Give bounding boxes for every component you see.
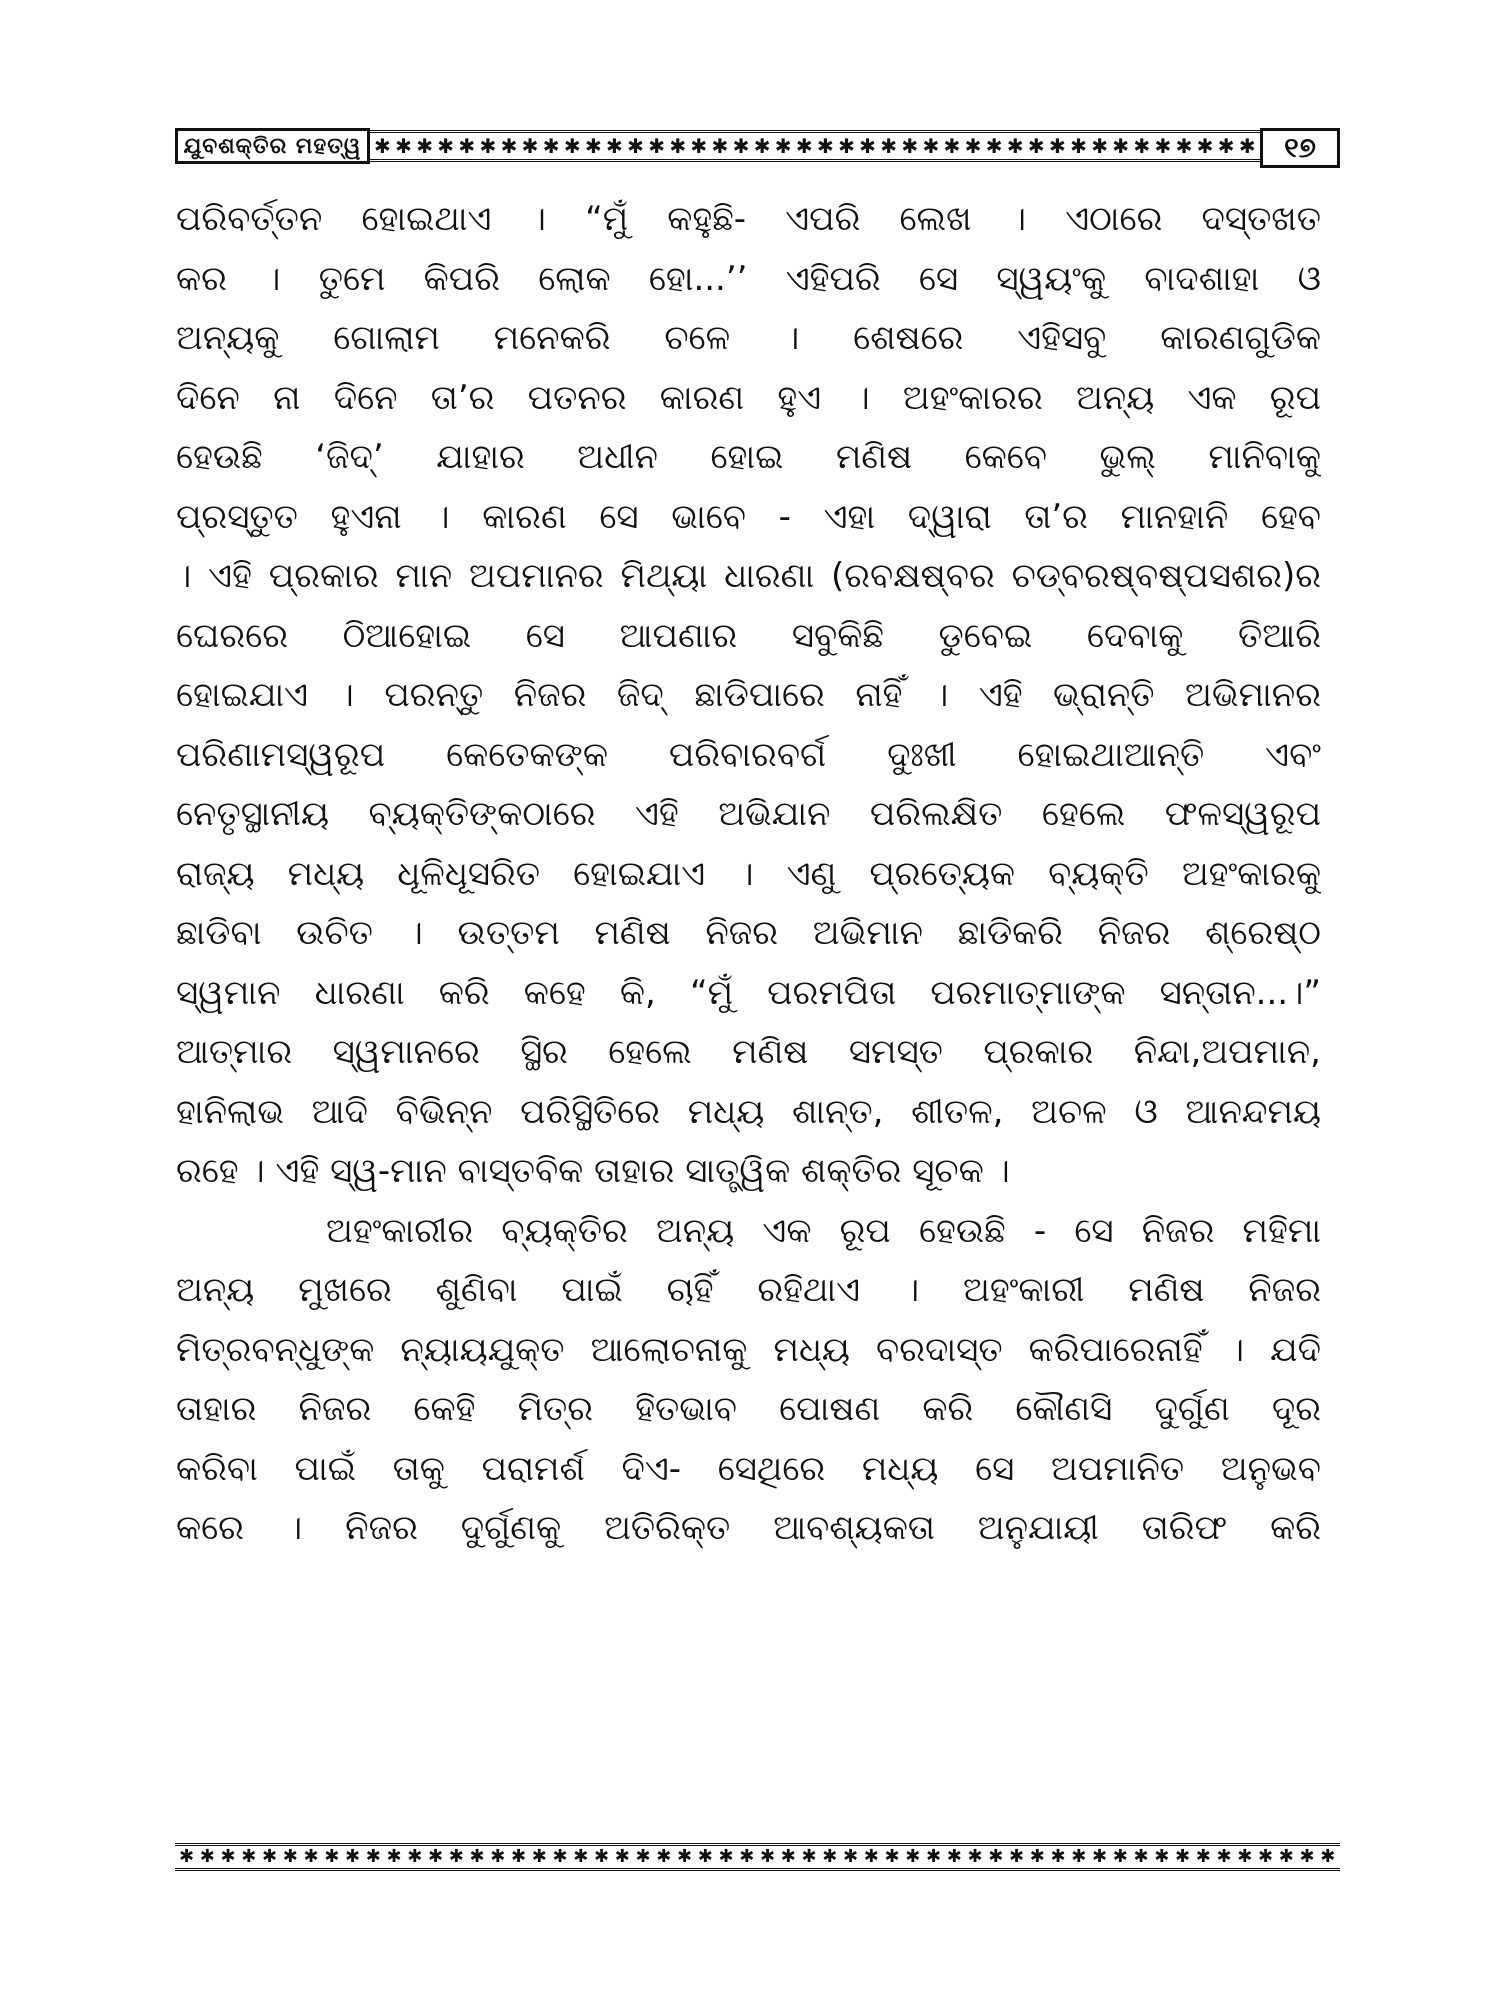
ornament-star-icon: ✱: [753, 134, 771, 158]
ornament-star-icon: ✱: [838, 134, 855, 158]
footer-ornament-border: [175, 1843, 1340, 1871]
ornament-star-icon: ✱: [1006, 134, 1024, 158]
ornament-star-icon: ✱: [656, 1846, 672, 1867]
ornament-star-icon: ✱: [1154, 1846, 1170, 1867]
ornament-star-icon: ✱: [988, 1846, 1004, 1867]
ornament-star-icon: ✱: [282, 1846, 298, 1867]
ornament-star-icon: ✱: [967, 1846, 983, 1867]
ornament-star-icon: ✱: [774, 134, 792, 158]
ornament-star-icon: ✱: [1029, 1846, 1045, 1867]
ornament-star-icon: ✱: [926, 1846, 942, 1867]
ornament-star-icon: ✱: [843, 1846, 859, 1867]
ornament-star-icon: ✱: [1112, 1846, 1128, 1867]
ornament-star-icon: ✱: [1299, 1846, 1315, 1867]
ornament-star-icon: ✱: [1217, 134, 1235, 158]
ornament-star-icon: ✱: [303, 1846, 319, 1867]
ornament-star-icon: ✱: [648, 134, 665, 158]
ornament-star-icon: ✱: [922, 134, 940, 158]
ornament-star-icon: ✱: [395, 134, 412, 158]
text-line-1: ପରିବର୍ତ୍ତନ ହୋଇଥାଏ । “ମୁଁ କହୁଛି- ଏପରି ଲେଖ । ଏଠାରେ ଦସ୍ତଖତ: [176, 199, 1321, 239]
ornament-star-icon: ✱: [905, 1846, 921, 1867]
ornament-star-icon: ✱: [458, 134, 476, 158]
ornament-star-icon: ✱: [374, 134, 391, 158]
ornament-star-icon: ✱: [1175, 134, 1193, 158]
body-text: [176, 190, 1321, 1559]
ornament-star-icon: ✱: [199, 1846, 215, 1867]
ornament-star-icon: ✱: [1320, 1846, 1336, 1867]
text-line-20: ମିତ୍ରବନ୍ଧୁଙ୍କ ନ୍ୟାୟଯୁକ୍ତ ଆଲୋଚନାକୁ ମଧ୍ୟ ବରଦାସ୍ତ କରିପାରେନାହିଁ । ଯଦି: [176, 1329, 1321, 1370]
ornament-star-icon: ✱: [780, 1846, 796, 1867]
ornament-star-icon: ✱: [614, 1846, 630, 1867]
ornament-star-icon: ✱: [179, 1846, 195, 1867]
ornament-star-icon: ✱: [584, 134, 602, 158]
text-line-4: ଦିନେ ନା ଦିନେ ତା’ର ପତନର କାରଣ ହୁଏ । ଅହଂକାରର ଅନ୍ୟ ଏକ ରୂପ: [176, 377, 1321, 418]
ornament-star-icon: ✱: [732, 134, 750, 158]
ornament-star-icon: ✱: [407, 1846, 423, 1867]
ornament-star-icon: ✱: [1175, 1846, 1191, 1867]
text-line-5: ହେଉଛି ‘ଜିଦ୍’ ଯାହାର ଅଧୀନ ହୋଇ ମଣିଷ କେବେ ଭୁଲ୍ ମାନିବାକୁ: [176, 437, 1321, 477]
ornament-star-icon: ✱: [573, 1846, 589, 1867]
text-line-8: ଘେରରେ ଠିଆହୋଇ ସେ ଆପଣାର ସବୁକିଛି ଡୁବେଇ ଦେବାକୁ ତିଆରି: [176, 615, 1321, 656]
text-line-7: । ଏହି ପ୍ରକାର ମାନ ଅପମାନର ମିଥ୍ୟା ଧାରଣା (ରବକ୍ଷଷ୍ବର ଚଡ୍ବରଷ୍ବଷ୍ପସଶର)ର: [176, 556, 1321, 596]
ornament-star-icon: ✱: [1195, 1846, 1211, 1867]
ornament-star-icon: ✱: [437, 134, 455, 158]
text-line-9: ହୋଇଯାଏ । ପରନ୍ତୁ ନିଜର ଜିଦ୍ ଛାଡିପାରେ ନାହିଁ । ଏହି ଭ୍ରାନ୍ତି ଅଭିମାନର: [176, 675, 1321, 715]
ornament-star-icon: ✱: [1071, 1846, 1087, 1867]
page-number: ୧୭: [1260, 128, 1340, 168]
ornament-star-icon: ✱: [1092, 1846, 1108, 1867]
ornament-star-icon: ✱: [943, 134, 961, 158]
ornament-star-icon: ✱: [479, 134, 497, 158]
text-line-2: କର । ତୁମେ କିପରି ଲୋକ ହୋ...’’ ଏହିପରି ସେ ସ୍ୱୟଂକୁ ବାଦଶାହା ଓ: [176, 258, 1321, 299]
text-line-21: ତାହାର ନିଜର କେହି ମିତ୍ର ହିତଭାବ ପୋଷଣ କରି କୌଣସି ଦୁର୍ଗୁଣ ଦୂର: [176, 1389, 1321, 1429]
text-line-3: ଅନ୍ୟକୁ ଗୋଲାମ ମନେକରି ଚଳେ । ଶେଷରେ ଏହିସବୁ କାରଣଗୁଡିକ: [176, 318, 1321, 358]
ornament-star-icon: ✱: [511, 1846, 527, 1867]
ornament-star-icon: ✱: [859, 134, 876, 158]
ornament-star-icon: ✱: [822, 1846, 838, 1867]
ornament-star-icon: ✱: [627, 134, 644, 158]
ornament-star-icon: ✱: [1258, 1846, 1274, 1867]
ornament-star-icon: ✱: [1237, 1846, 1253, 1867]
ornament-star-icon: ✱: [635, 1846, 651, 1867]
text-line-14: ସ୍ୱମାନ ଧାରଣା କରି କହେ କି, “ମୁଁ ପରମପିତା ପରମାତ୍ମାଙ୍କ ସନ୍ତାନ...।”: [176, 972, 1321, 1013]
ornament-star-icon: ✱: [884, 1846, 900, 1867]
text-line-6: ପ୍ରସ୍ତୁତ ହୁଏନା । କାରଣ ସେ ଭାବେ - ଏହା ଦ୍ୱାରା ତା’ର ମାନହାନି ହେବ: [176, 496, 1321, 537]
ornament-star-icon: ✱: [365, 1846, 381, 1867]
ornament-star-icon: ✱: [428, 1846, 444, 1867]
ornament-star-icon: ✱: [1278, 1846, 1294, 1867]
ornament-star-icon: ✱: [718, 1846, 734, 1867]
ornament-star-icon: ✱: [801, 1846, 817, 1867]
ornament-star-icon: ✱: [521, 134, 539, 158]
ornament-star-icon: ✱: [795, 134, 813, 158]
ornament-star-icon: ✱: [946, 1846, 962, 1867]
text-line-18: ଅହଂକାରୀର ବ୍ୟକ୍ତିର ଅନ୍ୟ ଏକ ରୂପ ହେଉଛି - ସେ ନିଜର ମହିମା: [326, 1210, 1321, 1251]
ornament-star-icon: ✱: [1050, 1846, 1066, 1867]
ornament-star-icon: ✱: [697, 1846, 713, 1867]
ornament-star-icon: ✱: [816, 134, 834, 158]
ornament-star-icon: ✱: [711, 134, 729, 158]
text-line-15: ଆତ୍ମାର ସ୍ୱମାନରେ ସ୍ଥିର ହେଲେ ମଣିଷ ସମସ୍ତ ପ୍ରକାର ନିନ୍ଦା,ଅପମାନ,: [176, 1032, 1321, 1072]
ornament-star-icon: ✱: [1196, 134, 1214, 158]
ornament-star-icon: ✱: [739, 1846, 755, 1867]
ornament-star-icon: ✱: [690, 134, 708, 158]
text-line-11: ନେତୃସ୍ଥାନୀୟ ବ୍ୟକ୍ତିଙ୍କଠାରେ ଏହି ଅଭିଯାନ ପରିଲକ୍ଷିତ ହେଲେ ଫଳସ୍ୱରୂପ: [176, 794, 1321, 834]
text-line-17: ରହେ । ଏହି ସ୍ୱ-ମାନ ବାସ୍ତବିକ ତାହାର ସାତ୍ତ୍ୱିକ ଶକ୍ତିର ସୂଚକ ।: [176, 1151, 1010, 1191]
ornament-star-icon: ✱: [345, 1846, 361, 1867]
ornament-star-icon: ✱: [500, 134, 518, 158]
ornament-star-icon: ✱: [448, 1846, 464, 1867]
ornament-star-icon: ✱: [552, 1846, 568, 1867]
text-line-22: କରିବା ପାଇଁ ତାକୁ ପରାମର୍ଶ ଦିଏ- ସେଥିରେ ମଧ୍ୟ ସେ ଅପମାନିତ ଅନୁଭବ: [176, 1448, 1321, 1489]
text-line-10: ପରିଣାମସ୍ୱରୂପ କେତେକଙ୍କ ପରିବାରବର୍ଗ ଦୁଃଖୀ ହୋଇଥାଆନ୍ତି ଏବଂ: [176, 734, 1321, 775]
ornament-star-icon: ✱: [1070, 134, 1087, 158]
ornament-star-icon: ✱: [901, 134, 919, 158]
text-line-12: ରାଜ୍ୟ ମଧ୍ୟ ଧୂଳିଧୂସରିତ ହୋଇଯାଏ । ଏଣୁ ପ୍ରତ୍ୟେକ ବ୍ୟକ୍ତି ଅହଂକାରକୁ: [176, 853, 1321, 894]
ornament-star-icon: ✱: [324, 1846, 340, 1867]
ornament-star-icon: ✱: [1133, 134, 1151, 158]
text-line-16: ହାନିଲାଭ ଆଦି ବିଭିନ୍ନ ପରିସ୍ଥିତିରେ ମଧ୍ୟ ଶାନ୍ତ, ଶୀତଳ, ଅଚଳ ଓ ଆନନ୍ଦମୟ: [176, 1091, 1321, 1132]
ornament-star-icon: ✱: [241, 1846, 257, 1867]
page-header: [175, 128, 1340, 168]
ornament-star-icon: ✱: [1009, 1846, 1025, 1867]
ornament-star-icon: ✱: [220, 1846, 236, 1867]
ornament-star-icon: ✱: [1238, 134, 1256, 158]
ornament-star-icon: ✱: [469, 1846, 485, 1867]
ornament-star-icon: ✱: [542, 134, 560, 158]
text-line-13: ଛାଡିବା ଉଚିତ । ଉତ୍ତମ ମଣିଷ ନିଜର ଅଭିମାନ ଛାଡିକରି ନିଜର ଶ୍ରେଷ୍ଠ: [176, 913, 1321, 953]
ornament-star-icon: ✱: [1112, 134, 1130, 158]
ornament-star-icon: ✱: [1027, 134, 1045, 158]
ornament-star-icon: ✱: [1049, 134, 1066, 158]
ornament-star-icon: ✱: [531, 1846, 547, 1867]
ornament-star-icon: ✱: [490, 1846, 506, 1867]
ornament-star-icon: ✱: [416, 134, 433, 158]
ornament-star-icon: ✱: [760, 1846, 776, 1867]
ornament-star-icon: ✱: [985, 134, 1003, 158]
ornament-star-icon: ✱: [563, 134, 581, 158]
ornament-star-icon: ✱: [677, 1846, 693, 1867]
ornament-star-icon: ✱: [880, 134, 898, 158]
ornament-star-icon: ✱: [594, 1846, 610, 1867]
ornament-star-icon: ✱: [964, 134, 982, 158]
running-title: ଯୁବଶକ୍ତିର ମହତ୍ୱ: [175, 128, 370, 164]
text-line-23: କରେ । ନିଜର ଦୁର୍ଗୁଣକୁ ଅତିରିକ୍ତ ଆବଶ୍ୟକତା ଅନୁଯାୟୀ ତାରିଫ କରି: [176, 1508, 1321, 1548]
ornament-star-icon: ✱: [386, 1846, 402, 1867]
ornament-star-icon: ✱: [1091, 134, 1108, 158]
ornament-star-icon: ✱: [669, 134, 687, 158]
header-ornament-border: [370, 130, 1260, 162]
ornament-star-icon: ✱: [1216, 1846, 1232, 1867]
ornament-star-icon: ✱: [262, 1846, 278, 1867]
ornament-star-icon: ✱: [863, 1846, 879, 1867]
ornament-star-icon: ✱: [606, 134, 623, 158]
ornament-star-icon: ✱: [1133, 1846, 1149, 1867]
text-line-19: ଅନ୍ୟ ମୁଖରେ ଶୁଣିବା ପାଇଁ ଚାହିଁ ରହିଥାଏ । ଅହଂକାରୀ ମଣିଷ ନିଜର: [176, 1270, 1321, 1310]
ornament-star-icon: ✱: [1154, 134, 1172, 158]
